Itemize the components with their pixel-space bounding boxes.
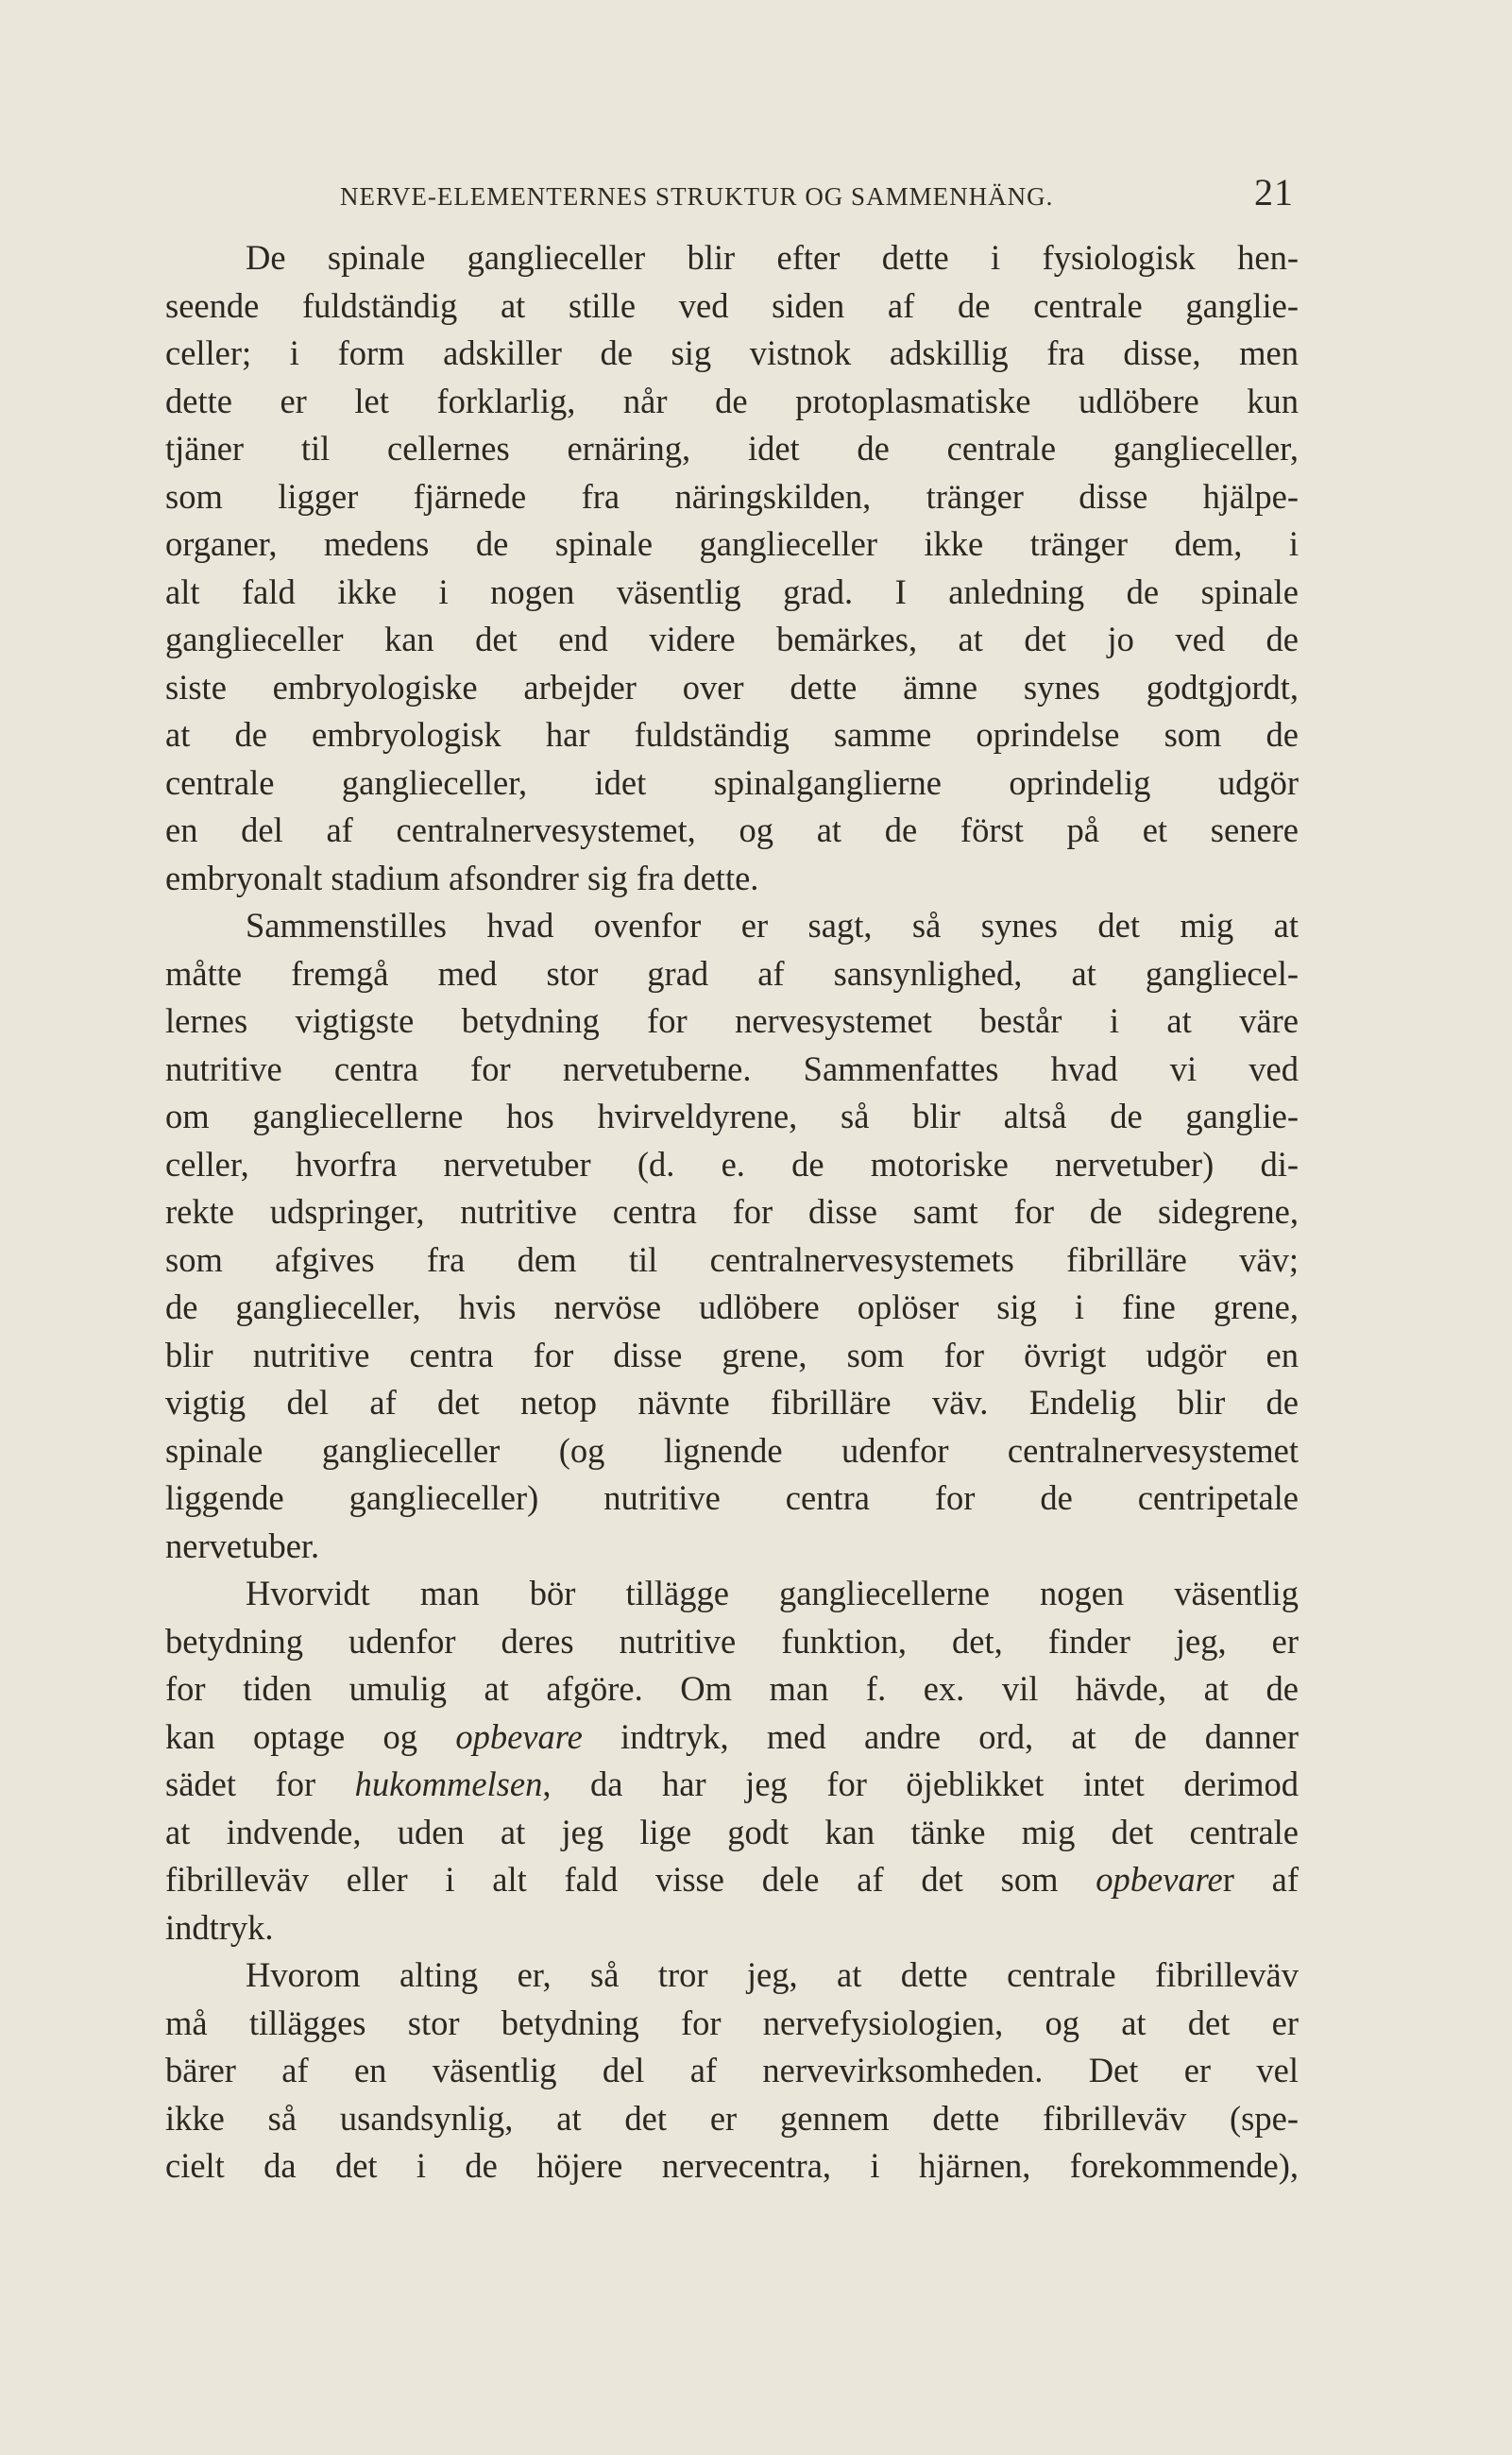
text-line: nutritive centra for nervetuberne. Sammenfattes hvad vi ved [165,1048,1299,1088]
running-head-title: NERVE-ELEMENTERNES STRUKTUR OG SAMMENHÄNG. [340,182,1054,211]
text-line: Hvorom alting er, så tror jeg, at dette centrale fibrilleväv [246,1955,1299,1994]
text-line: ikke så usandsynlig, at det er gennem dette fibrilleväv (spe- [165,2098,1299,2138]
text-line: at de embryologisk har fuldständig samme oprindelse som de [165,715,1299,754]
text-line: cielt da det i de höjere nervecentra, i hjärnen, forekommende), [165,2146,1299,2185]
emphasized-word: hukommelsen [354,1765,543,1803]
text-line: som ligger fjärnede fra näringskilden, tränger disse hjälpe- [165,476,1299,516]
text-line: fibrilleväv eller i alt fald visse dele af det som opbevarer af [165,1860,1299,1899]
text-line: centrale ganglieceller, idet spinalganglierne oprindelig udgör [165,762,1299,802]
text-line: embryonalt stadium afsondrer sig fra dette. [165,858,759,897]
text-line: en del af centralnervesystemet, og at de först på et senere [165,810,1299,849]
text-line: Sammenstilles hvad ovenfor er sagt, så synes det mig at [246,906,1299,945]
text-line: rekte udspringer, nutritive centra for disse samt for de sidegrene, [165,1192,1299,1231]
text-line: organer, medens de spinale ganglieceller ikke tränger dem, i [165,524,1299,563]
text-line: om gangliecellerne hos hvirveldyrene, så blir altså de ganglie- [165,1097,1299,1135]
text-line: at indvende, uden at jeg lige godt kan tänke mig det centrale [165,1812,1299,1851]
text-line: dette er let forklarlig, når de protoplasmatiske udlöbere kun [165,381,1299,420]
text-line: spinale ganglieceller (og lignende udenfor centralnervesystemet [165,1430,1299,1470]
text-line: måtte fremgå med stor grad af sansynlighed, at gangliecel- [165,953,1299,993]
body-text [165,234,1299,2191]
text-line: blir nutritive centra for disse grene, som for övrigt udgör en [165,1335,1299,1374]
text-line: liggende ganglieceller) nutritive centra for de centripetale [165,1478,1299,1517]
text-line: celler, hvorfra nervetuber (d. e. de motoriske nervetuber) di- [165,1144,1299,1184]
emphasized-word: opbevare [1096,1860,1223,1899]
text-line: de ganglieceller, hvis nervöse udlöbere oplöser sig i fine grene, [165,1287,1299,1326]
page-number: 21 [1254,171,1294,213]
text-line: ganglieceller kan det end videre bemärkes, at det jo ved de [165,620,1299,658]
text-line: siste embryologiske arbejder over dette ämne synes godtgjordt, [165,667,1299,707]
emphasized-word: opbevare [455,1716,583,1756]
text-line: tjäner til cellernes ernäring, idet de centrale ganglieceller, [165,429,1299,468]
text-line: lernes vigtigste betydning for nervesystemet består i at väre [165,1001,1299,1040]
text-line: betydning udenfor deres nutritive funktion, det, finder jeg, er [165,1621,1299,1661]
text-line: indtryk. [165,1907,274,1947]
text-line: må tillägges stor betydning for nervefysiologien, og at det er [165,2003,1299,2042]
text-line: vigtig del af det netop nävnte fibrilläre väv. Endelig blir de [165,1383,1299,1422]
text-line: kan optage og opbevare indtryk, med andre ord, at de danner [165,1716,1299,1756]
text-line: bärer af en väsentlig del af nervevirksomheden. Det er vel [165,2051,1299,2089]
text-line: nervetuber. [165,1526,320,1565]
text-line: for tiden umulig at afgöre. Om man f. ex. vil hävde, at de [165,1669,1299,1708]
text-line: som afgives fra dem til centralnervesystemets fibrillärе väv; [165,1239,1299,1279]
text-line: Hvorvidt man bör tillägge gangliecellerne nogen väsentlig [246,1574,1299,1612]
text-line: De spinale ganglieceller blir efter dette i fysiologisk hen- [246,238,1299,277]
text-line: alt fald ikke i nogen väsentlig grad. I anledning de spinale [165,571,1299,611]
text-line: sädet for hukommelsen, da har jeg for öjeblikket intet derimod [165,1765,1300,1803]
text-line: celler; i form adskiller de sig vistnok adskillig fra disse, men [165,333,1299,372]
running-head [340,170,1322,214]
text-line: seende fuldständig at stille ved siden af de centrale ganglie- [165,285,1299,325]
